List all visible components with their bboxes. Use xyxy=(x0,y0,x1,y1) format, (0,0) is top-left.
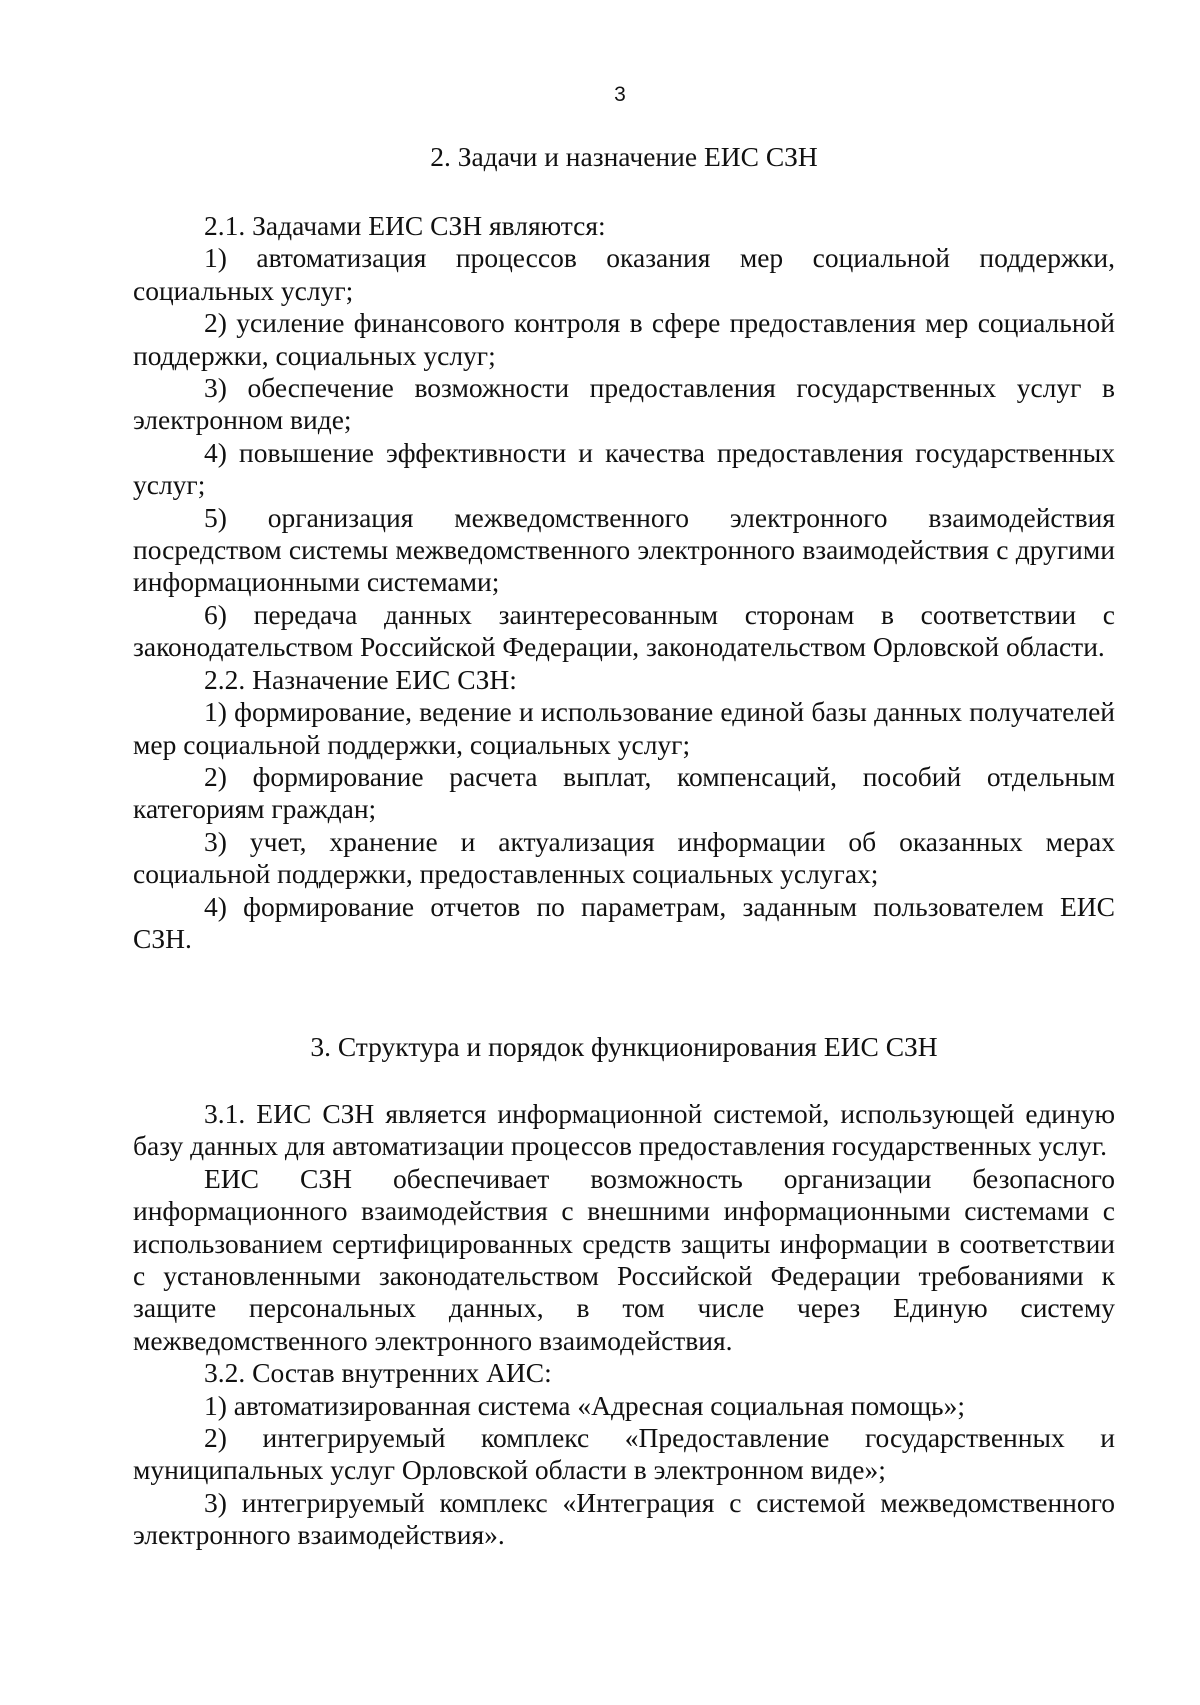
list-item-3-2-1: 1) автоматизированная система «Адресная социальная помощь»; xyxy=(204,1389,965,1421)
list-item-3-2-2: 2) интегрируемый комплекс «Предоставление государственных и муниципальных услуг Орловской области в электронном виде»; xyxy=(133,1422,1115,1486)
list-item-2-1-2: 2) усиление финансового контроля в сфере предоставления мер социальной поддержки, социальных услуг; xyxy=(133,307,1115,371)
page-number: 3 xyxy=(614,83,626,106)
section-3-heading: 3. Структура и порядок функционирования ЕИС СЗН xyxy=(310,1031,938,1062)
list-item-2-2-4: 4) формирование отчетов по параметрам, заданным пользователем ЕИС СЗН. xyxy=(133,890,1115,954)
paragraph-2-2: 2.2. Назначение ЕИС СЗН: xyxy=(204,663,517,695)
list-item-2-2-2: 2) формирование расчета выплат, компенсаций, пособий отдельным категориям граждан; xyxy=(133,760,1115,825)
section-3-body xyxy=(133,1098,1115,1552)
list-item-2-2-3: 3) учет, хранение и актуализация информации об оказанных мерах социальной поддержки, предоставленных социальных услугах; xyxy=(133,825,1115,890)
list-item-2-1-4: 4) повышение эффективности и качества предоставления государственных услуг; xyxy=(133,436,1115,501)
list-item-2-1-1: 1) автоматизация процессов оказания мер социальной поддержки, социальных услуг; xyxy=(133,242,1115,306)
list-item-2-1-5: 5) организация межведомственного электронного взаимодействия посредством системы межведомственного электронного взаимодействия с другими информационными системами; xyxy=(133,501,1115,598)
list-item-2-1-6: 6) передача данных заинтересованным сторонам в соответствии с законодательством Российской Федерации, законодательством Орловской области. xyxy=(133,598,1115,663)
section-2-heading: 2. Задачи и назначение ЕИС СЗН xyxy=(430,141,818,172)
paragraph-2-1: 2.1. Задачами ЕИС СЗН являются: xyxy=(204,210,606,241)
list-item-2-1-3: 3) обеспечение возможности предоставления государственных услуг в электронном виде; xyxy=(133,372,1115,436)
paragraph-3-2: 3.2. Состав внутренних АИС: xyxy=(204,1357,552,1389)
list-item-3-2-3: 3) интегрируемый комплекс «Интеграция с системой межведомственного электронного взаимодействия». xyxy=(133,1486,1115,1551)
section-2-body xyxy=(133,210,1115,955)
list-item-2-2-1: 1) формирование, ведение и использование единой базы данных получателей мер социальной поддержки, социальных услуг; xyxy=(133,696,1115,760)
paragraph-3-1: 3.1. ЕИС СЗН является информационной системой, использующей единую базу данных для автоматизации процессов предоставления государственных услуг. xyxy=(133,1098,1115,1162)
paragraph-3-1-continued: ЕИС СЗН обеспечивает возможность организации безопасного информационного взаимодействия с внешними информационными системами с использованием сертифицированных средств защиты информации в соответствии с установленными законодательством Российской Федерации требованиями к защите персональных данных, в том числе через Единую систему межведомственного электронного взаимодействия. xyxy=(133,1162,1115,1356)
